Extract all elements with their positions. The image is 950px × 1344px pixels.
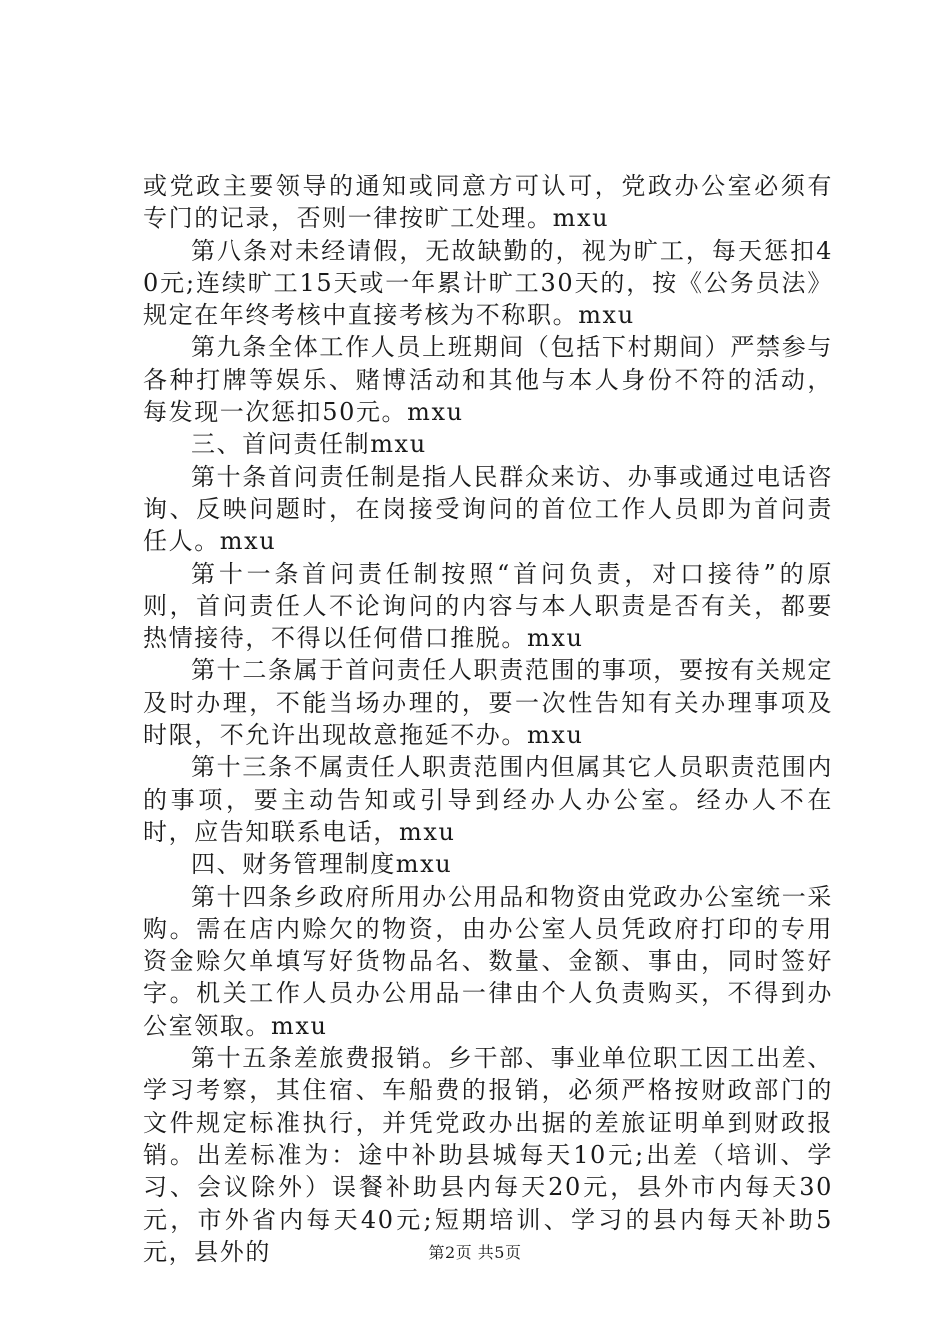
document-body [143, 170, 833, 1268]
paragraph: 第八条对未经请假，无故缺勤的，视为旷工，每天惩扣40元;连续旷工15天或一年累计旷工30天的，按《公务员法》规定在年终考核中直接考核为不称职。mxu [143, 236, 833, 330]
paragraph: 第十三条不属责任人职责范围内但属其它人员职责范围内的事项，要主动告知或引导到经办人办公室。经办人不在时，应告知联系电话，mxu [143, 753, 833, 846]
paragraph: 第十条首问责任制是指人民群众来访、办事或通过电话咨询、反映问题时，在岗接受询问的首位工作人员即为首问责任人。mxu [143, 462, 833, 556]
paragraph: 第十五条差旅费报销。乡干部、事业单位职工因工出差、学习考察，其住宿、车船费的报销，必须严格按财政部门的文件规定标准执行，并凭党政办出据的差旅证明单到财政报销。出差标准为：途中补助县城每天10元;出差（培训、学习、会议除外）误餐补助县内每天20元，县外市内每天30元，市外省内每天40元;短期培训、学习的县内每天补助5元，县外的 [143, 1044, 833, 1266]
paragraph: 或党政主要领导的通知或同意方可认可，党政办公室必须有专门的记录，否则一律按旷工处理。mxu [143, 172, 833, 233]
paragraph: 第十二条属于首问责任人职责范围的事项，要按有关规定及时办理，不能当场办理的，要一次性告知有关办理事项及时限，不允许出现故意拖延不办。mxu [143, 656, 833, 750]
section-heading: 三、首问责任制mxu [191, 430, 427, 459]
page-number-footer: 第2页 共5页 [428, 1243, 522, 1262]
paragraph: 第十一条首问责任制按照“首问负责，对口接待”的原则，首问责任人不论询问的内容与本人职责是否有关，都要热情接待，不得以任何借口推脱。mxu [143, 559, 833, 653]
section-heading: 四、财务管理制度mxu [191, 850, 453, 879]
paragraph: 第九条全体工作人员上班期间（包括下村期间）严禁参与各种打牌等娱乐、赌博活动和其他与本人身份不符的活动，每发现一次惩扣50元。mxu [143, 333, 833, 427]
paragraph: 第十四条乡政府所用办公用品和物资由党政办公室统一采购。需在店内赊欠的物资，由办公室人员凭政府打印的专用资金赊欠单填写好货物品名、数量、金额、事由，同时签好字。机关工作人员办公用品一律由个人负责购买，不得到办公室领取。mxu [143, 882, 833, 1040]
